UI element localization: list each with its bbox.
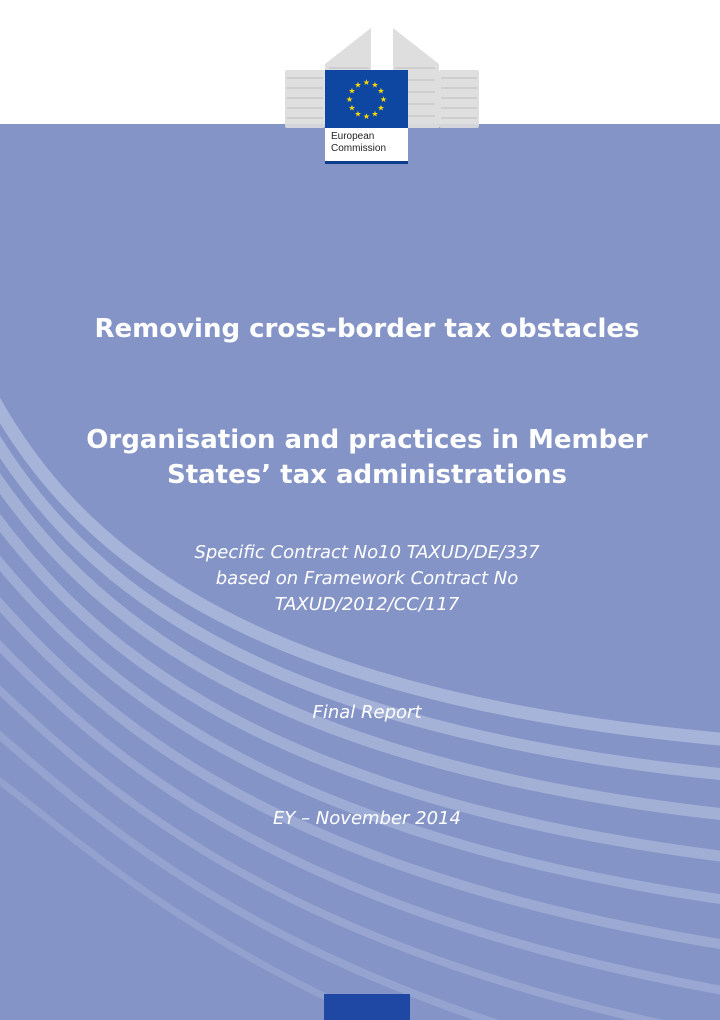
svg-text:★: ★ [377,103,385,113]
contract-reference [80,540,654,618]
svg-text:★: ★ [354,80,362,90]
contract-line-2: based on Framework Contract No [215,568,519,589]
logo-line-2: Commission [331,143,387,154]
svg-text:★: ★ [379,95,388,104]
svg-text:★: ★ [354,109,362,119]
svg-text:★: ★ [348,103,356,113]
svg-text:★: ★ [345,95,354,104]
author-date: EY – November 2014 [273,808,461,829]
svg-text:★: ★ [371,109,379,119]
footer-accent-tab [324,994,410,1020]
report-type: Final Report [312,702,422,723]
svg-text:★: ★ [348,86,356,96]
logo-line-1: European [331,131,375,142]
logo-wordmark [325,128,408,164]
svg-text:★: ★ [362,112,371,121]
contract-line-1: Specific Contract No10 TAXUD/DE/337 [194,542,540,563]
document-title: Removing cross-border tax obstacles [94,314,640,344]
svg-text:★: ★ [377,86,385,96]
contract-line-3: TAXUD/2012/CC/117 [274,594,460,615]
document-subtitle: Organisation and practices in Member States’ tax administrations [86,425,648,490]
svg-text:★: ★ [371,80,379,90]
svg-text:★: ★ [362,78,371,87]
